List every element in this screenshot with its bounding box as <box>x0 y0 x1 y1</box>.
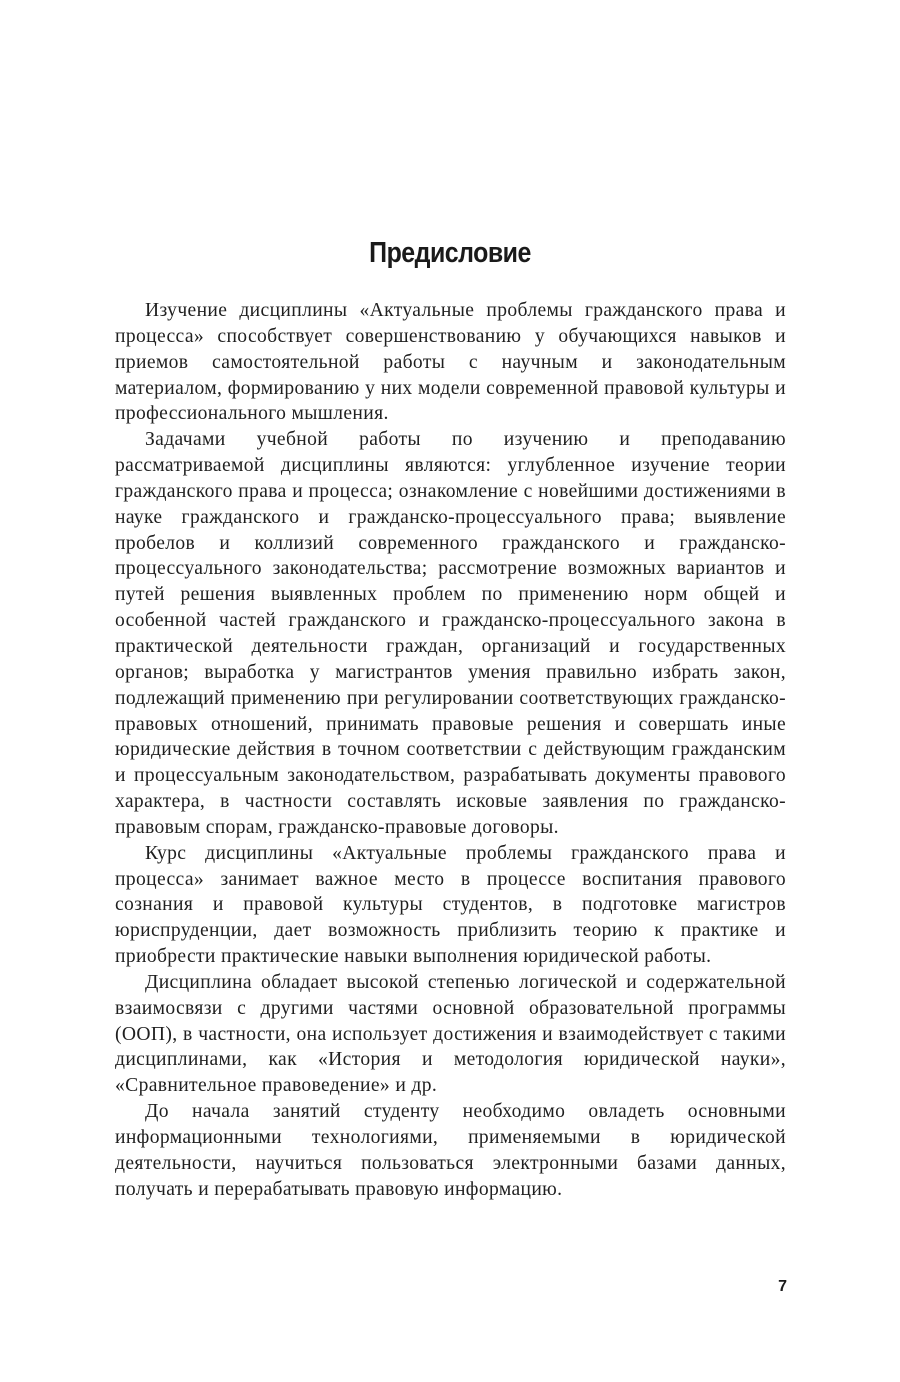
paragraph-4: Дисциплина обладает высокой степенью логической и содержательной взаимосвязи с другими частями основной образовательной программы (ООП), в частности, она использует достижения и взаимодействует с такими дисциплинами, как «История и методология юридической науки», «Сравнительное правоведение» и др. <box>115 971 786 1097</box>
paragraph-1: Изучение дисциплины «Актуальные проблемы гражданского права и процесса» способствует совершенствованию у обучающихся навыков и приемов самостоятельной работы с научным и законодательным материалом, формированию у них модели современной правовой культуры и профессионального мышления. <box>115 300 786 425</box>
paragraph-2: Задачами учебной работы по изучению и преподаванию рассматриваемой дисциплины являются: углубленное изучение теории гражданского права и процесса; ознакомление с новейшими достижениями в науке гражданского и гражданско-процессуального права; выявление пробелов и коллизий современного гражданского и гражданско-процессуального законодательства; рассмотрение возможных вариантов и путей решения выявленных проблем по применению норм общей и особенной частей гражданского и гражданско-процессуального закона в практической деятельности граждан, организаций и государственных органов; выработка у магистрантов умения правильно избрать закон, подлежащий применению при регулировании соответствующих гражданско-правовых отношений, принимать правовые решения и совершать иные юридические действия в точном соответствии с действующим гражданским и процессуальным законодательством, разрабатывать документы правового характера, в частности составлять исковые заявления по гражданско-правовым спорам, гражданско-правовые договоры. <box>115 429 786 838</box>
paragraph-3: Курс дисциплины «Актуальные проблемы гражданского права и процесса» занимает важное место в процессе воспитания правового сознания и правовой культуры студентов, в подготовке магистров юриспруденции, дает возможность приблизить теорию к практике и приобрести практические навыки выполнения юридической работы. <box>115 842 786 968</box>
page-title: Предисловие <box>369 237 531 270</box>
body-text <box>115 298 786 1203</box>
page-number: 7 <box>778 1278 787 1295</box>
paragraph-5: До начала занятий студенту необходимо овладеть основными информационными технологиями, применяемыми в юридической деятельности, научиться пользоваться электронными базами данных, получать и перерабатывать правовую информацию. <box>115 1101 786 1200</box>
